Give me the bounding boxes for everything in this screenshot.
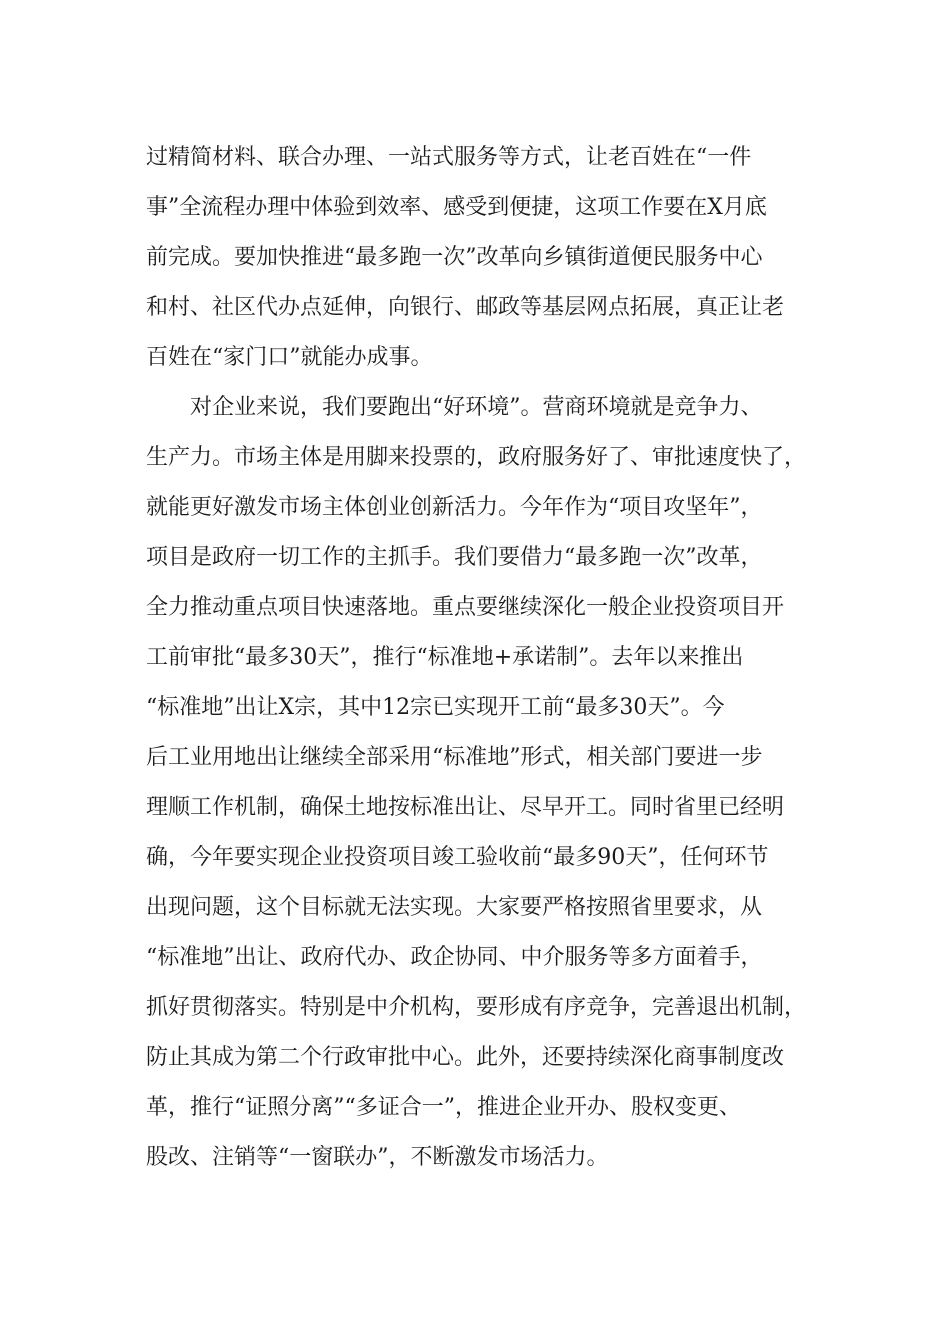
text-line: 全力推动重点项目快速落地。重点要继续深化一般企业投资项目开 xyxy=(146,595,785,620)
body-text xyxy=(146,133,836,1183)
text-line: 理顺工作机制，确保土地按标准出让、尽早开工。同时省里已经明 xyxy=(146,795,785,820)
text-line: 项目是政府一切工作的主抓手。我们要借力“最多跑一次”改革， xyxy=(146,545,763,570)
text-line: 出现问题，这个目标就无法实现。大家要严格按照省里要求，从 xyxy=(146,895,763,920)
paragraph-first-line: 对企业来说，我们要跑出“好环境”。营商环境就是竞争力、 xyxy=(190,395,763,420)
text-line: 革，推行“证照分离”“多证合一”，推进企业开办、股权变更、 xyxy=(146,1095,741,1120)
text-line: 后工业用地出让继续全部采用“标准地”形式，相关部门要进一步 xyxy=(146,745,763,770)
text-line: 就能更好激发市场主体创业创新活力。今年作为“项目攻坚年”， xyxy=(146,495,763,520)
text-line: 前完成。要加快推进“最多跑一次”改革向乡镇街道便民服务中心 xyxy=(146,245,763,270)
text-line: 事”全流程办理中体验到效率、感受到便捷，这项工作要在X月底 xyxy=(146,195,767,220)
text-line: 工前审批“最多30天”，推行“标准地+承诺制”。去年以来推出 xyxy=(146,645,744,670)
text-line: 确，今年要实现企业投资项目竣工验收前“最多90天”，任何环节 xyxy=(146,845,769,870)
text-line: 和村、社区代办点延伸，向银行、邮政等基层网点拓展，真正让老 xyxy=(146,295,785,320)
text-line: “标准地”出让X宗，其中12宗已实现开工前“最多30天”。今 xyxy=(146,695,725,720)
text-line: 生产力。市场主体是用脚来投票的，政府服务好了、审批速度快了， xyxy=(146,445,807,470)
text-line: 过精简材料、联合办理、一站式服务等方式，让老百姓在“一件 xyxy=(146,145,752,170)
text-line: 抓好贯彻落实。特别是中介机构，要形成有序竞争，完善退出机制， xyxy=(146,995,807,1020)
text-line: 防止其成为第二个行政审批中心。此外，还要持续深化商事制度改 xyxy=(146,1045,785,1070)
text-line: “标准地”出让、政府代办、政企协同、中介服务等多方面着手， xyxy=(146,945,763,970)
text-line: 股改、注销等“一窗联办”，不断激发市场活力。 xyxy=(146,1145,609,1170)
text-line: 百姓在“家门口”就能办成事。 xyxy=(146,345,433,370)
